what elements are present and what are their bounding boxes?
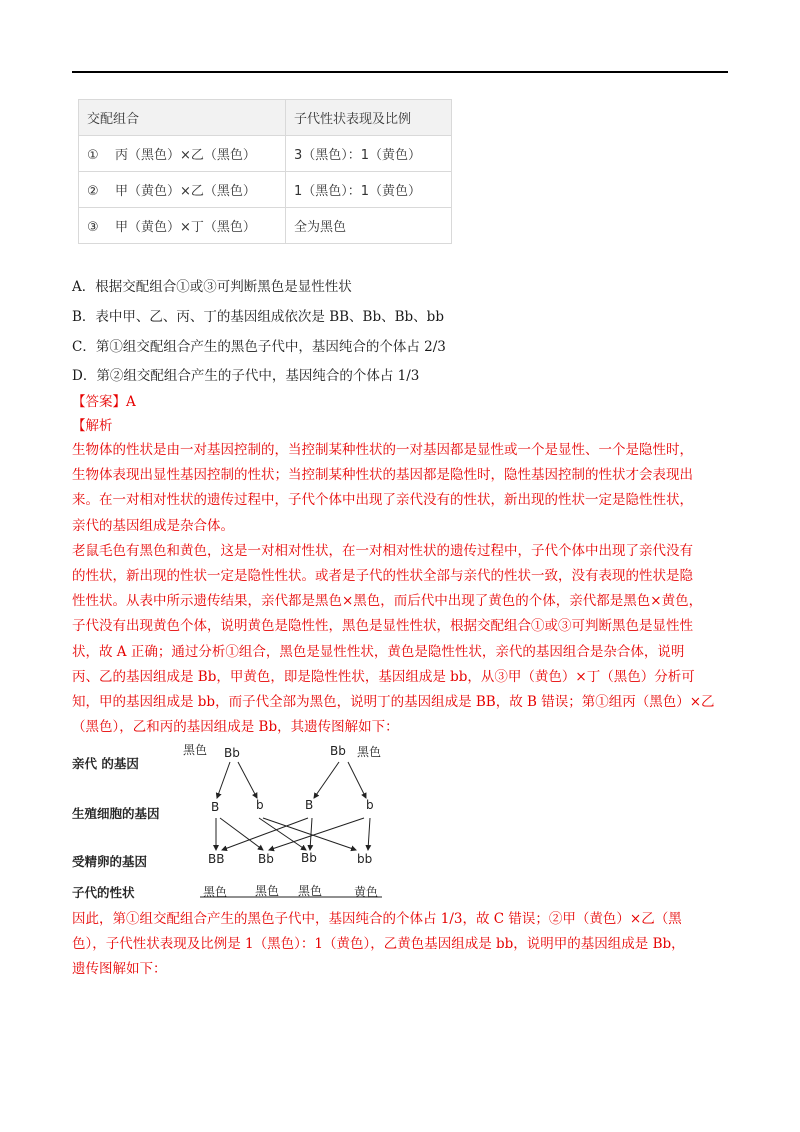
- analysis-line: 的性状，新出现的性状一定是隐性性状。或者是子代的性状全部与亲代的性状一致，没有表现的性状是隐: [72, 568, 693, 585]
- arrow-B-to-Bb: [220, 818, 263, 850]
- gamete: B: [305, 798, 314, 812]
- result-cell: 1（黑色）：1（黄色）: [286, 172, 452, 208]
- analysis-line: 生物体表现出显性基因控制的性状；当控制某种性状的基因都是隐性时，隐性基因控制的性状才会表现出: [72, 467, 693, 484]
- parent2-color: 黑色: [357, 745, 382, 759]
- analysis-line: 子代没有出现黄色个体，说明黄色是隐性性，黑色是显性性状，根据交配组合①或③可判断黑色是显性性: [72, 618, 693, 635]
- row-label-gamete: 生殖细胞的基因: [72, 806, 160, 821]
- analysis-line: 亲代的基因组成是杂合体。: [72, 517, 234, 534]
- zygote: Bb: [258, 852, 274, 866]
- analysis-line: 状，故 A 正确；通过分析①组合，黑色是显性性状，黄色是隐性性状，亲代的基因组合是杂合体，说明: [72, 643, 685, 660]
- analysis-label: 【解析: [72, 418, 113, 434]
- conclusion-text: [72, 907, 732, 983]
- result-cell: 全为黑色: [286, 208, 452, 244]
- conclusion-line: 色），子代性状表现及比例是 1（黑色）：1（黄色），乙黄色基因组成是 bb，说明甲的基因组成是 Bb，: [72, 936, 685, 953]
- analysis-line: 丙、乙的基因组成是 Bb，甲黄色，即是隐性性状，基因组成是 bb，从③甲（黄色）×丁（黑色）分析可: [72, 668, 695, 685]
- analysis-line: 知，甲的基因组成是 bb，而子代全部为黑色，说明丁的基因组成是 BB，故 B 错误；第①组丙（黑色）×乙: [72, 694, 715, 711]
- row-label-offspring: 子代的性状: [72, 885, 135, 900]
- parent1-genotype: Bb: [224, 746, 240, 760]
- analysis-line: 来。在一对相对性状的遗传过程中，子代个体中出现了亲代没有的性状，新出现的性状一定是隐性性状，: [72, 492, 693, 509]
- answer-value: A: [126, 394, 136, 410]
- zygote: bb: [357, 852, 373, 866]
- gamete: b: [256, 798, 264, 812]
- parent1-color: 黑色: [183, 743, 208, 757]
- row-label-zygote: 受精卵的基因: [72, 854, 148, 869]
- table-header-cross: 交配组合: [79, 100, 286, 136]
- offspring-trait: 黑色: [203, 885, 228, 899]
- header-rule: [72, 71, 728, 73]
- cross-results-table: [78, 99, 452, 244]
- offspring-trait: 黄色: [354, 885, 379, 899]
- cross-cell: 甲（黄色）×乙（黑色）: [115, 184, 256, 199]
- table-header-result: 子代性状表现及比例: [286, 100, 452, 136]
- table-row: [79, 208, 452, 244]
- offspring-trait: 黑色: [298, 884, 323, 898]
- arrow-parent2-to-B: [314, 762, 339, 798]
- option-c: C．第①组交配组合产生的黑色子代中，基因纯合的个体占 2/3: [72, 339, 446, 355]
- analysis-text: [72, 438, 732, 740]
- cross-cell: 丙（黑色）×乙（黑色）: [115, 148, 256, 163]
- arrow-parent1-to-B: [217, 762, 230, 798]
- gamete: B: [211, 800, 220, 814]
- analysis-line: 性性状。从表中所示遗传结果，亲代都是黑色×黑色，而后代中出现了黄色的个体，亲代都是黑色×黄色，: [72, 593, 703, 610]
- conclusion-line: 遗传图解如下：: [72, 961, 167, 978]
- analysis-line: （黑色），乙和丙的基因组成是 Bb，其遗传图解如下：: [72, 719, 399, 736]
- arrow-B2-to-BB: [222, 818, 308, 850]
- inheritance-diagram: [70, 740, 470, 902]
- answer-line: [72, 392, 136, 412]
- gamete: b: [366, 798, 374, 812]
- parent2-genotype: Bb: [330, 744, 346, 758]
- offspring-trait: 黑色: [255, 884, 280, 898]
- analysis-line: 老鼠毛色有黑色和黄色，这是一对相对性状，在一对相对性状的遗传过程中，子代个体中出现了亲代没有: [72, 542, 693, 559]
- table-row: [79, 172, 452, 208]
- option-b: B．表中甲、乙、丙、丁的基因组成依次是 BB、Bb、Bb、bb: [72, 309, 444, 325]
- arrow-parent2-to-b: [348, 762, 366, 798]
- arrow-b2-to-bb: [368, 818, 370, 850]
- option-a: A．根据交配组合①或③可判断黑色是显性性状: [72, 279, 352, 295]
- row-number: ③: [87, 220, 99, 235]
- row-number: ②: [87, 184, 99, 199]
- table-row: [79, 136, 452, 172]
- zygote: BB: [208, 852, 225, 866]
- arrow-b-to-bb: [263, 818, 356, 850]
- cross-cell: 甲（黄色）×丁（黑色）: [115, 220, 256, 235]
- row-label-parent: 亲代 的基因: [72, 756, 139, 771]
- arrow-parent1-to-b: [238, 762, 257, 798]
- option-d: D．第②组交配组合产生的子代中，基因纯合的个体占 1/3: [72, 368, 420, 384]
- row-number: ①: [87, 148, 99, 163]
- table-header-row: [79, 100, 452, 136]
- zygote: Bb: [301, 851, 317, 865]
- answer-label: 【答案】: [72, 394, 126, 410]
- conclusion-line: 因此，第①组交配组合产生的黑色子代中，基因纯合的个体占 1/3，故 C 错误；②甲（黄色）×乙（黑: [72, 911, 682, 927]
- result-cell: 3（黑色）：1（黄色）: [286, 136, 452, 172]
- analysis-line: 生物体的性状是由一对基因控制的，当控制某种性状的一对基因都是显性或一个是显性、一个是隐性时，: [72, 442, 693, 458]
